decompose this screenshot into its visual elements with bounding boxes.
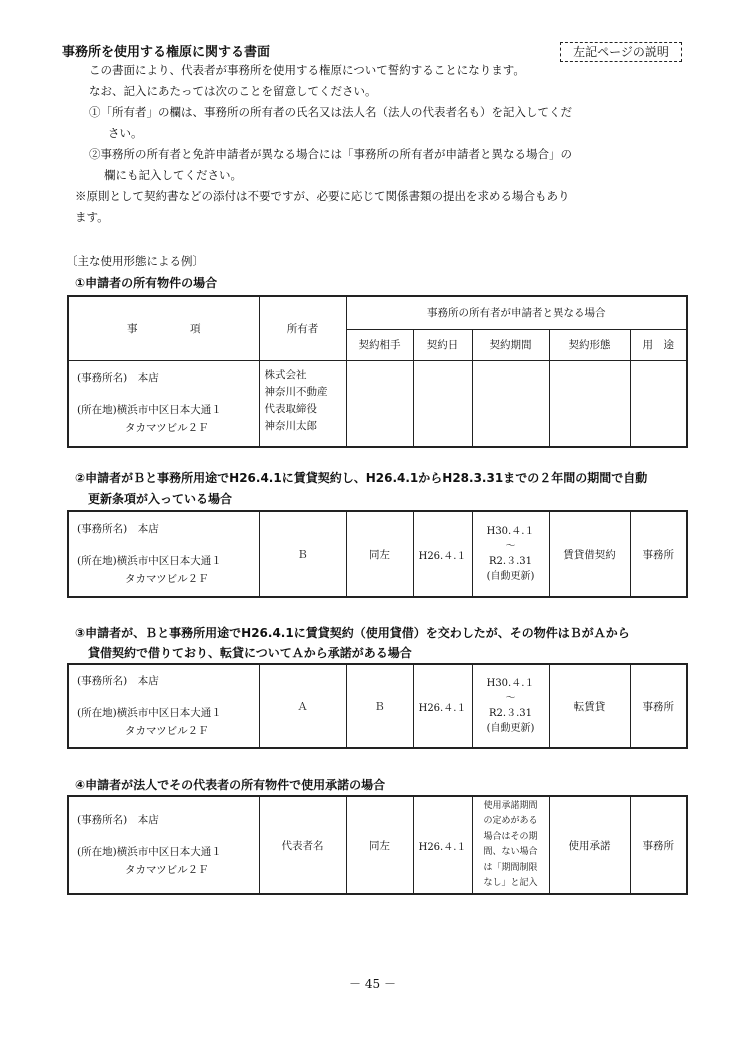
header-date: 契約日	[413, 329, 472, 360]
empty-cell	[472, 360, 549, 447]
empty-cell	[630, 360, 687, 447]
form-cell: 使用承諾	[549, 796, 630, 894]
owner-cell: Ｂ	[259, 511, 346, 597]
examples-heading: 〔主な使用形態による例〕	[66, 254, 204, 268]
address-cell	[68, 360, 259, 447]
owner-line: 代表取締役	[264, 402, 317, 415]
partner-cell: Ｂ	[346, 664, 413, 748]
period-line: R2.３.31	[489, 708, 532, 719]
header-owner: 所有者	[259, 296, 346, 360]
header-period: 契約期間	[472, 329, 549, 360]
period-cell	[472, 511, 549, 597]
owner-line: 神奈川不動産	[264, 385, 328, 398]
period-line: 間、ない場合	[483, 847, 538, 857]
owner-cell	[259, 360, 346, 447]
address-line: タカマツビル２Ｆ	[125, 573, 209, 585]
table-consent	[67, 795, 688, 895]
period-cell	[472, 664, 549, 748]
section-heading: ①申請者の所有物件の場合	[75, 276, 218, 290]
period-line: 場合はその期	[483, 831, 538, 842]
intro-line: ②事務所の所有者と免許申請者が異なる場合には「事務所の所有者が申請者と異なる場合」の	[89, 147, 572, 161]
intro-line: さい。	[108, 126, 143, 140]
date-cell: H26.４.１	[413, 796, 472, 894]
intro-line: ます。	[75, 210, 109, 224]
table-owned	[67, 295, 688, 448]
period-line: H30.４.１	[486, 678, 535, 689]
section-heading: ②申請者がＢと事務所用途でH26.4.1に賃貸契約し、H26.4.1からH28.3.31までの２年間の期間で自動	[75, 471, 648, 485]
owner-line: 株式会社	[264, 368, 307, 381]
period-line: (自動更新)	[486, 723, 535, 734]
use-cell: 事務所	[630, 511, 687, 597]
office-name: (事務所名) 本店	[77, 814, 159, 826]
period-line: の定めがある	[483, 816, 538, 826]
page-number: － 45 －	[349, 977, 396, 991]
address-line: (所在地)横浜市中区日本大通１	[77, 846, 222, 858]
period-cell	[472, 796, 549, 894]
header-partner: 契約相手	[346, 329, 413, 360]
section-heading: 貸借契約で借りており、転貸についてＡから承諾がある場合	[88, 646, 412, 660]
note-box: 左記ページの説明	[560, 42, 682, 62]
owner-cell: 代表者名	[259, 796, 346, 894]
form-cell: 転賃貸	[549, 664, 630, 748]
office-name: (事務所名) 本店	[77, 675, 159, 687]
period-line: R2.３.31	[489, 556, 532, 567]
office-name: (事務所名) 本店	[77, 372, 159, 385]
section-heading: 更新条項が入っている場合	[88, 492, 233, 506]
owner-cell: Ａ	[259, 664, 346, 748]
period-line: ～	[505, 541, 516, 552]
address-line: タカマツビル２Ｆ	[125, 422, 209, 435]
date-cell: H26.４.１	[413, 664, 472, 748]
table-sublease	[67, 663, 688, 749]
address-line: (所在地)横浜市中区日本大通１	[77, 707, 222, 719]
period-line: ～	[505, 693, 516, 704]
address-cell	[68, 511, 259, 597]
page-title: 事務所を使用する権原に関する書面	[62, 45, 271, 60]
intro-line: ※原則として契約書などの添付は不要ですが、必要に応じて関係書類の提出を求める場合もあり	[75, 189, 570, 203]
empty-cell	[549, 360, 630, 447]
date-cell: H26.４.１	[413, 511, 472, 597]
address-line: タカマツビル２Ｆ	[125, 864, 209, 876]
empty-cell	[413, 360, 472, 447]
address-cell	[68, 664, 259, 748]
period-line: 使用承諾期間	[483, 800, 538, 811]
office-name: (事務所名) 本店	[77, 523, 159, 535]
intro-line: 欄にも記入してください。	[104, 168, 242, 182]
period-line: なし」と記入	[483, 878, 538, 888]
owner-line: 神奈川太郎	[264, 419, 317, 432]
period-line: (自動更新)	[486, 571, 535, 582]
period-line: は「期間制限	[483, 862, 538, 873]
use-cell: 事務所	[630, 664, 687, 748]
header-form: 契約形態	[549, 329, 630, 360]
section-heading: ④申請者が法人でその代表者の所有物件で使用承諾の場合	[75, 778, 386, 792]
partner-cell: 同左	[346, 511, 413, 597]
use-cell: 事務所	[630, 796, 687, 894]
form-cell: 賃貸借契約	[549, 511, 630, 597]
address-line: (所在地)横浜市中区日本大通１	[77, 404, 222, 417]
section-heading: ③申請者が、Ｂと事務所用途でH26.4.1に賃貸契約（使用貸借）を交わしたが、その物件はＢがＡから	[75, 626, 630, 640]
partner-cell: 同左	[346, 796, 413, 894]
address-line: タカマツビル２Ｆ	[125, 725, 209, 737]
header-group: 事務所の所有者が申請者と異なる場合	[346, 296, 687, 329]
intro-line: ①「所有者」の欄は、事務所の所有者の氏名又は法人名（法人の代表者名も）を記入してくだ	[89, 105, 572, 119]
address-line: (所在地)横浜市中区日本大通１	[77, 555, 222, 567]
intro-line: この書面により、代表者が事務所を使用する権原について誓約することになります。	[89, 63, 525, 77]
header-use: 用 途	[630, 329, 687, 360]
period-line: H30.４.１	[486, 526, 535, 537]
empty-cell	[346, 360, 413, 447]
address-cell	[68, 796, 259, 894]
header-item: 事 項	[68, 296, 259, 360]
table-lease	[67, 510, 688, 598]
intro-line: なお、記入にあたっては次のことを留意してください。	[89, 84, 377, 98]
